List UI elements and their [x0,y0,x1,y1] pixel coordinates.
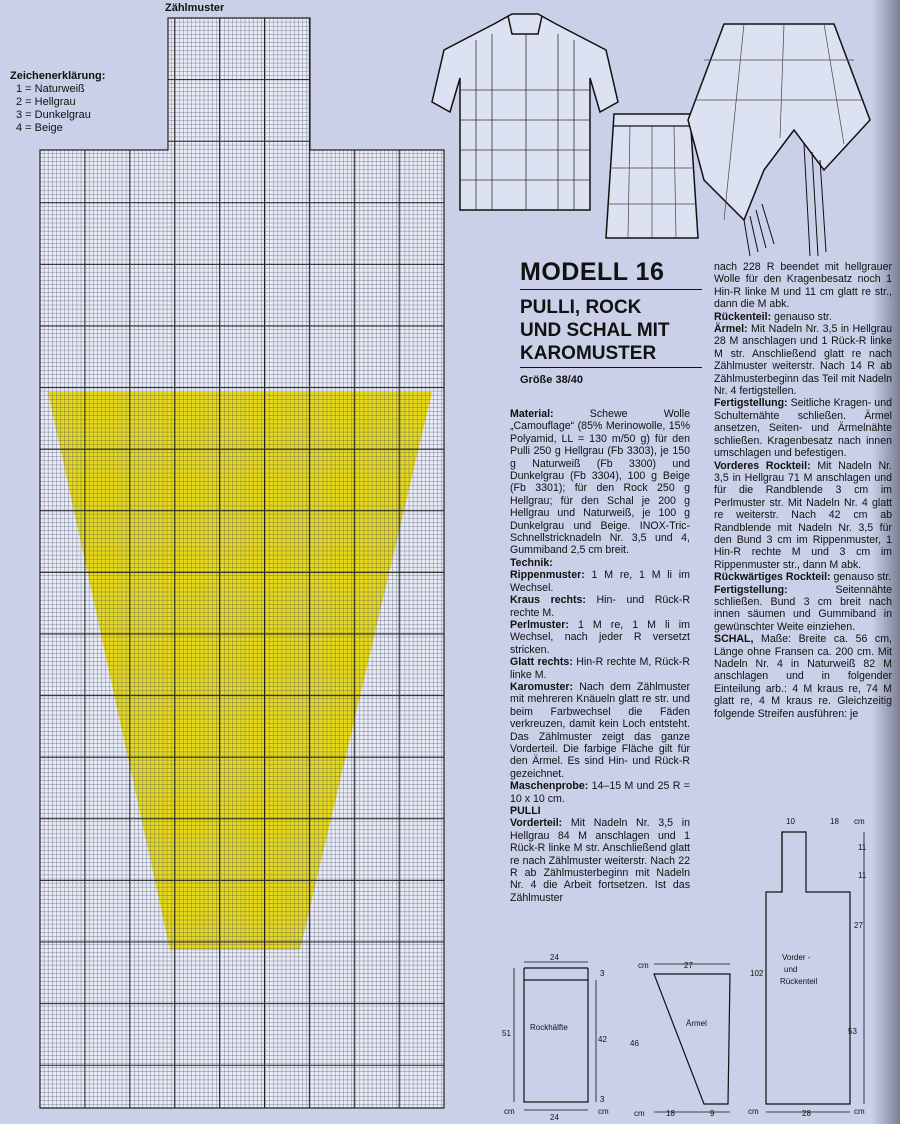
skirt-bottom-measure: 24 [550,1113,559,1122]
sleeve-unit: cm [634,1109,645,1118]
body-seg-4: 53 [848,1027,857,1036]
paragraph: Kraus rechts: Hin- und Rück-R rechte M. [510,594,691,619]
skirt-left-measure: 51 [502,1029,511,1038]
skirt-unit: cm [504,1107,515,1116]
sleeve-height-measure: 46 [630,1039,639,1048]
body-seg-3: 27 [854,921,863,930]
skirt-schematic [500,952,616,1122]
body-label: Vorder - [782,953,811,962]
legend-item: 2 = Hellgrau [16,96,76,108]
model-subtitle [520,296,702,368]
article-heading [520,258,702,368]
skirt-top-measure: 24 [550,953,559,962]
body-top-b: 18 [830,817,839,826]
chart-title: Zählmuster [165,2,225,14]
body-seg-1: 11 [858,843,867,852]
body-unit: cm [854,817,865,826]
paragraph: Technik: [510,556,553,569]
paragraph: nach 228 R beendet mit hellgrauer Wolle für den Kragenbesatz noch 1 Hin-R linke M und 11 cm glatt re str., dann die M abk. [714,261,892,311]
sleeve-unit: cm [638,961,649,970]
paragraph: Karomuster: Nach dem Zählmuster mit mehreren Knäueln glatt re str. und beim Farbwechsel die Fäden verkreuzen, damit kein Loch entsteht. Das Zählmuster zeigt das ganze Vorderteil. Die farbige Fläche gilt für den Ärmel. Es sind Hin- und Rück-R gezeichnet. [510,680,690,780]
legend-item: 3 = Dunkelgrau [16,109,91,121]
paragraph: PULLI [510,805,541,817]
paragraph: Ärmel: Mit Nadeln Nr. 3,5 in Hellgrau 28 M anschlagen und 1 Rück-R linke M str. Anschließend glatt re nach Zählmuster weiterstr. Nach 14 R ab Zählmusterbeginn das Teil mit Nadeln Nr. 4 fertigstellen. [714,323,892,398]
body-seg-2: 11 [858,871,867,880]
paragraph: Rückenteil: genauso str. [714,310,832,323]
legend-heading: Zeichenerklärung: [10,70,106,82]
size-label: Größe 38/40 [520,374,583,386]
body-bottom: 28 [802,1109,811,1118]
paragraph: Vorderteil: Mit Nadeln Nr. 3,5 in Hellgrau 84 M anschlagen und 1 Rück-R linke M str. Anschließend glatt re nach Zählmuster weiterstr. Nach 22 R ab Zählmusterbeginn mit Nadeln Nr. 4 die Arbeit fortsetzen. Ist das Zählmuster [510,817,690,904]
sleeve-bottom-a: 18 [666,1109,675,1118]
paragraph: SCHAL, Maße: Breite ca. 56 cm, Länge ohne Fransen ca. 200 cm. Mit Nadeln Nr. 4 in Naturweiß 82 M anschlagen und in folgender Einteilung arb.: 4 M kraus re, 74 M glatt re, 4 M kraus re. Gleichzeitig folgende Streifen ausführen: je [714,633,892,720]
paragraph: Vorderes Rockteil: Mit Nadeln Nr. 3,5 in Hellgrau 71 M anschlagen und für die Randblende 3 cm im Perlmuster str. Mit Nadeln Nr. 4 glatt re weiterstr. Nach 42 cm ab Randblende mit Nadeln Nr. 3,5 für den Bund 3 cm im Rippenmuster, 1 Hin-R rechte M und 3 cm im Rippenmuster str., dann M abk. [714,459,893,571]
paragraph: Fertigstellung: Seitliche Kragen- und Schulternähte schließen. Ärmel ansetzen, Seiten- und Ärmelnähte schließen. Kragenbesatz nach innen umschlagen und befestigen. [714,397,892,460]
paragraph: Fertigstellung: Seitennähte schließen. Bund 3 cm breit nach innen säumen und Gummiband in gewünschter Weite einziehen. [714,583,892,633]
sleeve-top-measure: 27 [684,961,693,970]
paragraph: Material: Schewe Wolle „Camouflage“ (85% Merinowolle, 15% Polyamid, LL = 130 m/50 g) für den Pulli 250 g Hellgrau (Fb 3303), je 150 g Naturweiß (Fb 3300) und Dunkelgrau (Fb 3304), 100 g Beige (Fb 3301); für den Rock 250 g Hellgrau; für den Schal je 200 g Hellgrau und Naturweiß, je 100 g Dunkelgrau und Beige. INOX-Tric-Schnellstricknadeln Nr. 3,5 und 4, Gummiband 2,5 cm breit. [510,408,690,557]
paragraph: Perlmuster: 1 M re, 1 M li im Wechsel, nach jeder R versetzt stricken. [510,618,690,656]
sweater-sketch [428,10,620,215]
sleeve-schematic [626,954,748,1122]
model-title: MODELL 16 [520,258,702,290]
skirt-hem-measure: 3 [600,1095,605,1104]
paragraph: Maschenprobe: 14–15 M und 25 R = 10 x 10 cm. [510,780,690,805]
body-unit: cm [854,1107,865,1116]
scarf-sketch [684,20,874,260]
legend-item: 1 = Naturweiß [16,83,85,95]
instructions-column-1 [510,408,690,904]
skirt-rib-measure: 3 [600,969,605,978]
sleeve-bottom-b: 9 [710,1109,715,1118]
sleeve-label: Ärmel [686,1019,707,1028]
body-top-a: 10 [786,817,795,826]
skirt-unit: cm [598,1107,609,1116]
subtitle-line: UND SCHAL MIT [520,320,670,341]
chart-legend [10,70,105,135]
paragraph: Rippenmuster: 1 M re, 1 M li im Wechsel. [510,569,690,594]
subtitle-line: PULLI, ROCK [520,297,642,318]
body-schematic [746,812,872,1122]
body-unit: cm [748,1107,759,1116]
body-label: Rückenteil [780,977,818,986]
skirt-right-measure: 42 [598,1035,607,1044]
legend-item: 4 = Beige [16,122,63,134]
body-height: 102 [750,969,764,978]
subtitle-line: KAROMUSTER [520,343,657,364]
paragraph: Rückwärtiges Rockteil: genauso str. [714,571,892,584]
paragraph: Glatt rechts: Hin-R rechte M, Rück-R linke M. [510,656,690,681]
skirt-label: Rockhälfte [530,1023,568,1032]
body-label: und [784,965,798,974]
instructions-column-2 [714,261,892,720]
